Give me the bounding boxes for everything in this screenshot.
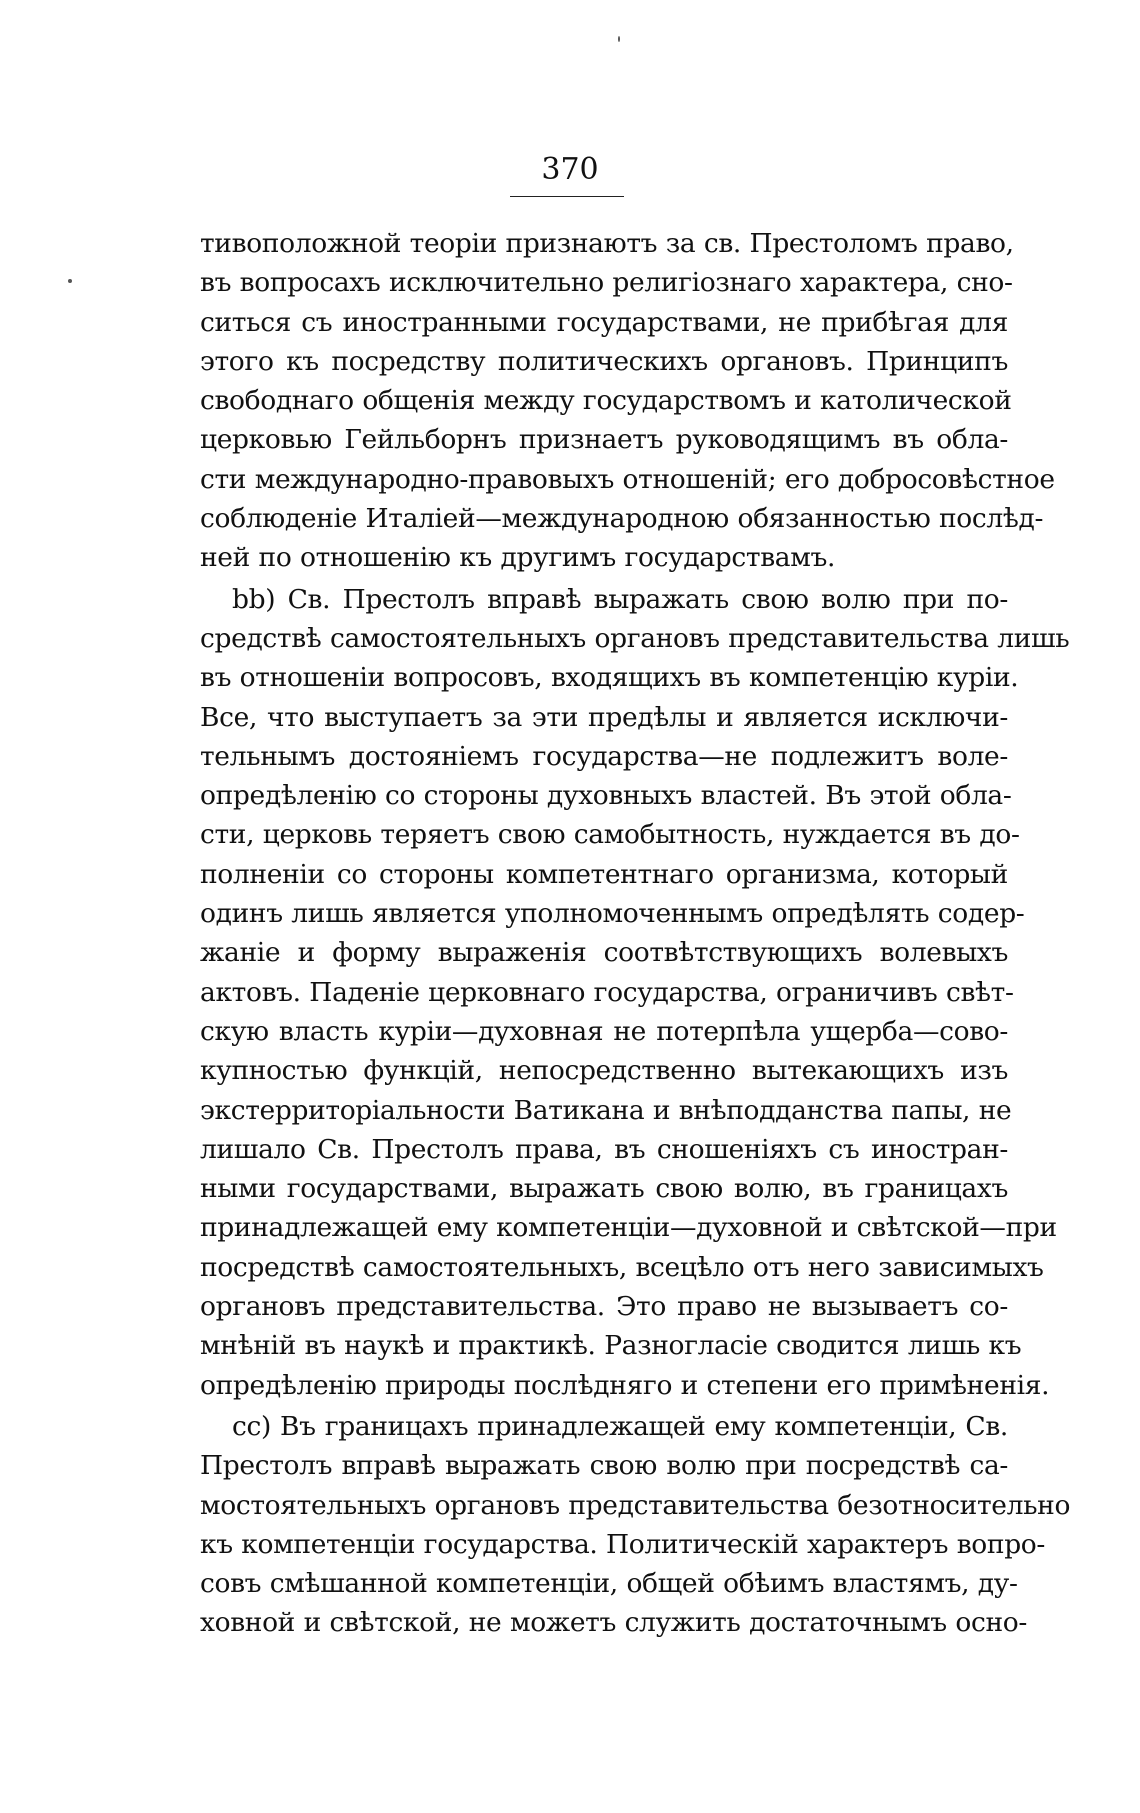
page-number — [0, 150, 1140, 190]
text-line: скую власть куріи—духовная не потерпѣла ущерба—сово- — [200, 1015, 1008, 1047]
text-line: bb) Св. Престолъ вправѣ выражать свою волю при по- — [232, 583, 1008, 615]
body-text — [200, 224, 1071, 1643]
text-line: полненіи со стороны компетентнаго организма, который — [200, 858, 1008, 890]
text-line: опредѣленію природы послѣдняго и степени его примѣненія. — [200, 1369, 1050, 1401]
text-line: свободнаго общенія между государствомъ и католической — [200, 385, 1012, 417]
text-line: этого къ посредству политическихъ органовъ. Принципъ — [200, 345, 1008, 377]
text-line: тельнымъ достояніемъ государства—не подлежитъ воле- — [200, 740, 1008, 772]
text-line: ховной и свѣтской, не можетъ служить достаточнымъ осно- — [200, 1607, 1028, 1639]
text-line: соблюденіе Италіей—международною обязанностью послѣд- — [200, 503, 1044, 535]
text-line: мнѣній въ наукѣ и практикѣ. Разногласіе сводится лишь къ — [200, 1330, 1022, 1362]
text-line: актовъ. Паденіе церковнаго государства, ограничивъ свѣт- — [200, 976, 1014, 1008]
text-line: въ отношеніи вопросовъ, входящихъ въ компетенцію куріи. — [200, 662, 1019, 694]
text-line: совъ смѣшанной компетенціи, общей обѣимъ властямъ, ду- — [200, 1568, 1018, 1600]
text-line: cc) Въ границахъ принадлежащей ему компетенціи, Св. — [232, 1410, 1008, 1442]
page-number-rule — [510, 196, 624, 197]
text-line: ней по отношенію къ другимъ государствамъ. — [200, 542, 836, 574]
text-line: Все, что выступаетъ за эти предѣлы и является исключи- — [200, 701, 1008, 733]
page-number-text: 370 — [541, 152, 599, 187]
text-line: органовъ представительства. Это право не вызываетъ со- — [200, 1291, 1008, 1323]
text-line: ситься съ иностранными государствами, не прибѣгая для — [200, 306, 1008, 338]
text-line: опредѣленію со стороны духовныхъ властей. Въ этой обла- — [200, 780, 1012, 812]
text-line: въ вопросахъ исключительно религіознаго характера, сно- — [200, 267, 1013, 299]
paragraph-3 — [200, 1407, 1071, 1643]
text-line: мостоятельныхъ органовъ представительства безотносительно — [200, 1489, 1071, 1521]
text-line: сти международно-правовыхъ отношеній; его добросовѣстное — [200, 463, 1055, 495]
text-line: къ компетенціи государства. Политическій характеръ вопро- — [200, 1528, 1046, 1560]
text-line: ными государствами, выражать свою волю, въ границахъ — [200, 1173, 1008, 1205]
scan-speck — [68, 279, 72, 283]
text-line: тивоположной теоріи признаютъ за св. Престоломъ право, — [200, 228, 1014, 259]
text-line: Престолъ вправѣ выражать свою волю при посредствѣ са- — [200, 1450, 1008, 1482]
paragraph-1 — [200, 224, 1055, 578]
text-line: церковью Гейльборнъ признаетъ руководящимъ въ обла- — [200, 424, 1008, 456]
text-line: экстерриторіальности Ватикана и внѣподданства папы, не — [200, 1094, 1012, 1126]
text-line: купностью функцій, непосредственно вытекающихъ изъ — [200, 1055, 1008, 1087]
text-line: средствѣ самостоятельныхъ органовъ представительства лишь — [200, 622, 1070, 654]
text-line: лишало Св. Престолъ права, въ сношеніяхъ съ иностран- — [200, 1133, 1008, 1165]
text-line: сти, церковь теряетъ свою самобытность, нуждается въ до- — [200, 819, 1020, 851]
text-line: жаніе и форму выраженія соотвѣтствующихъ волевыхъ — [200, 937, 1008, 969]
paragraph-2 — [200, 580, 1070, 1405]
text-line: посредствѣ самостоятельныхъ, всецѣло отъ него зависимыхъ — [200, 1251, 1044, 1283]
scan-speck — [618, 36, 620, 42]
text-line: одинъ лишь является уполномоченнымъ опредѣлять содер- — [200, 898, 1025, 930]
text-line: принадлежащей ему компетенціи—духовной и свѣтской—при — [200, 1212, 1057, 1244]
